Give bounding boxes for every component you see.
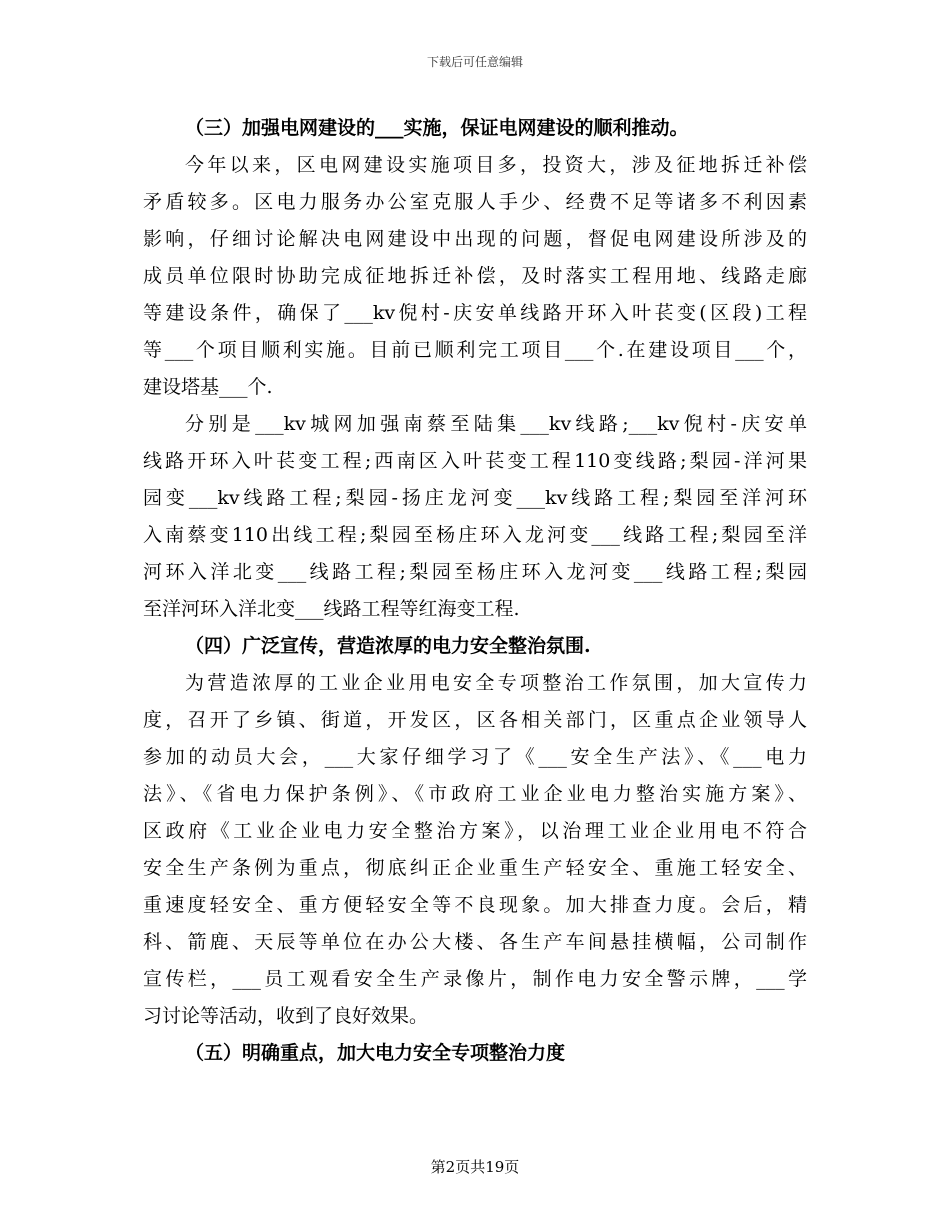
text-line: 至洋河环入洋北变___线路工程等红海变工程. bbox=[143, 598, 520, 620]
text-line: 区政府《工业企业电力安全整治方案》，以治理工业企业用电不符合 bbox=[143, 820, 807, 842]
text-line: 度，召开了乡镇、街道，开发区，区各相关部门，区重点企业领导人 bbox=[143, 709, 807, 731]
section-heading: （四）广泛宣传，营造浓厚的电力安全整治氛围. bbox=[185, 635, 591, 657]
text-line: 科、箭鹿、天辰等单位在办公大楼、各生产车间悬挂横幅，公司制作 bbox=[143, 931, 807, 953]
document-body bbox=[143, 110, 807, 1072]
text-line: 园变___kv线路工程;梨园-扬庄龙河变___kv线路工程;梨园至洋河环 bbox=[143, 487, 807, 509]
text-line: 为营造浓厚的工业企业用电安全专项整治工作氛围，加大宣传力 bbox=[185, 672, 807, 694]
text-line: 成员单位限时协助完成征地拆迁补偿，及时落实工程用地、线路走廊 bbox=[143, 265, 807, 287]
text-line: 安全生产条例为重点，彻底纠正企业重生产轻安全、重施工轻安全、 bbox=[143, 857, 807, 879]
section-heading: （三）加强电网建设的___实施，保证电网建设的顺利推动。 bbox=[185, 117, 689, 139]
text-line: 今年以来，区电网建设实施项目多，投资大，涉及征地拆迁补偿 bbox=[185, 154, 807, 176]
text-line: 参加的动员大会，___大家仔细学习了《___安全生产法》、《___电力 bbox=[143, 746, 807, 768]
text-line: 等建设条件，确保了___kv倪村-庆安单线路开环入叶苌变(区段)工程 bbox=[143, 302, 807, 324]
text-line: 入南蔡变110出线工程;梨园至杨庄环入龙河变___线路工程;梨园至洋 bbox=[143, 524, 807, 546]
text-line: 等___个项目顺利实施。目前已顺利完工项目___个.在建设项目___个， bbox=[143, 339, 807, 361]
text-line: 重速度轻安全、重方便轻安全等不良现象。加大排查力度。会后，精 bbox=[143, 894, 807, 916]
section-heading: （五）明确重点，加大电力安全专项整治力度 bbox=[185, 1042, 566, 1064]
text-line: 建设塔基___个. bbox=[143, 376, 273, 398]
text-line: 河环入洋北变___线路工程;梨园至杨庄环入龙河变___线路工程;梨园 bbox=[143, 561, 807, 583]
text-line: 习讨论等活动，收到了良好效果。 bbox=[143, 1005, 429, 1027]
text-line: 宣传栏，___员工观看安全生产录像片，制作电力安全警示牌，___学 bbox=[143, 968, 807, 990]
text-line: 分别是___kv城网加强南蔡至陆集___kv线路;___kv倪村-庆安单 bbox=[185, 413, 807, 435]
text-line: 线路开环入叶苌变工程;西南区入叶苌变工程110变线路;梨园-洋河果 bbox=[143, 450, 807, 472]
text-line: 法》、《省电力保护条例》、《市政府工业企业电力整治实施方案》、 bbox=[143, 783, 807, 805]
text-line: 矛盾较多。区电力服务办公室克服人手少、经费不足等诸多不利因素 bbox=[143, 191, 807, 213]
page-number: 第2页共19页 bbox=[430, 1158, 520, 1176]
text-line: 影响，仔细讨论解决电网建设中出现的问题，督促电网建设所涉及的 bbox=[143, 228, 807, 250]
page-header: 下载后可任意编辑 bbox=[426, 55, 523, 69]
